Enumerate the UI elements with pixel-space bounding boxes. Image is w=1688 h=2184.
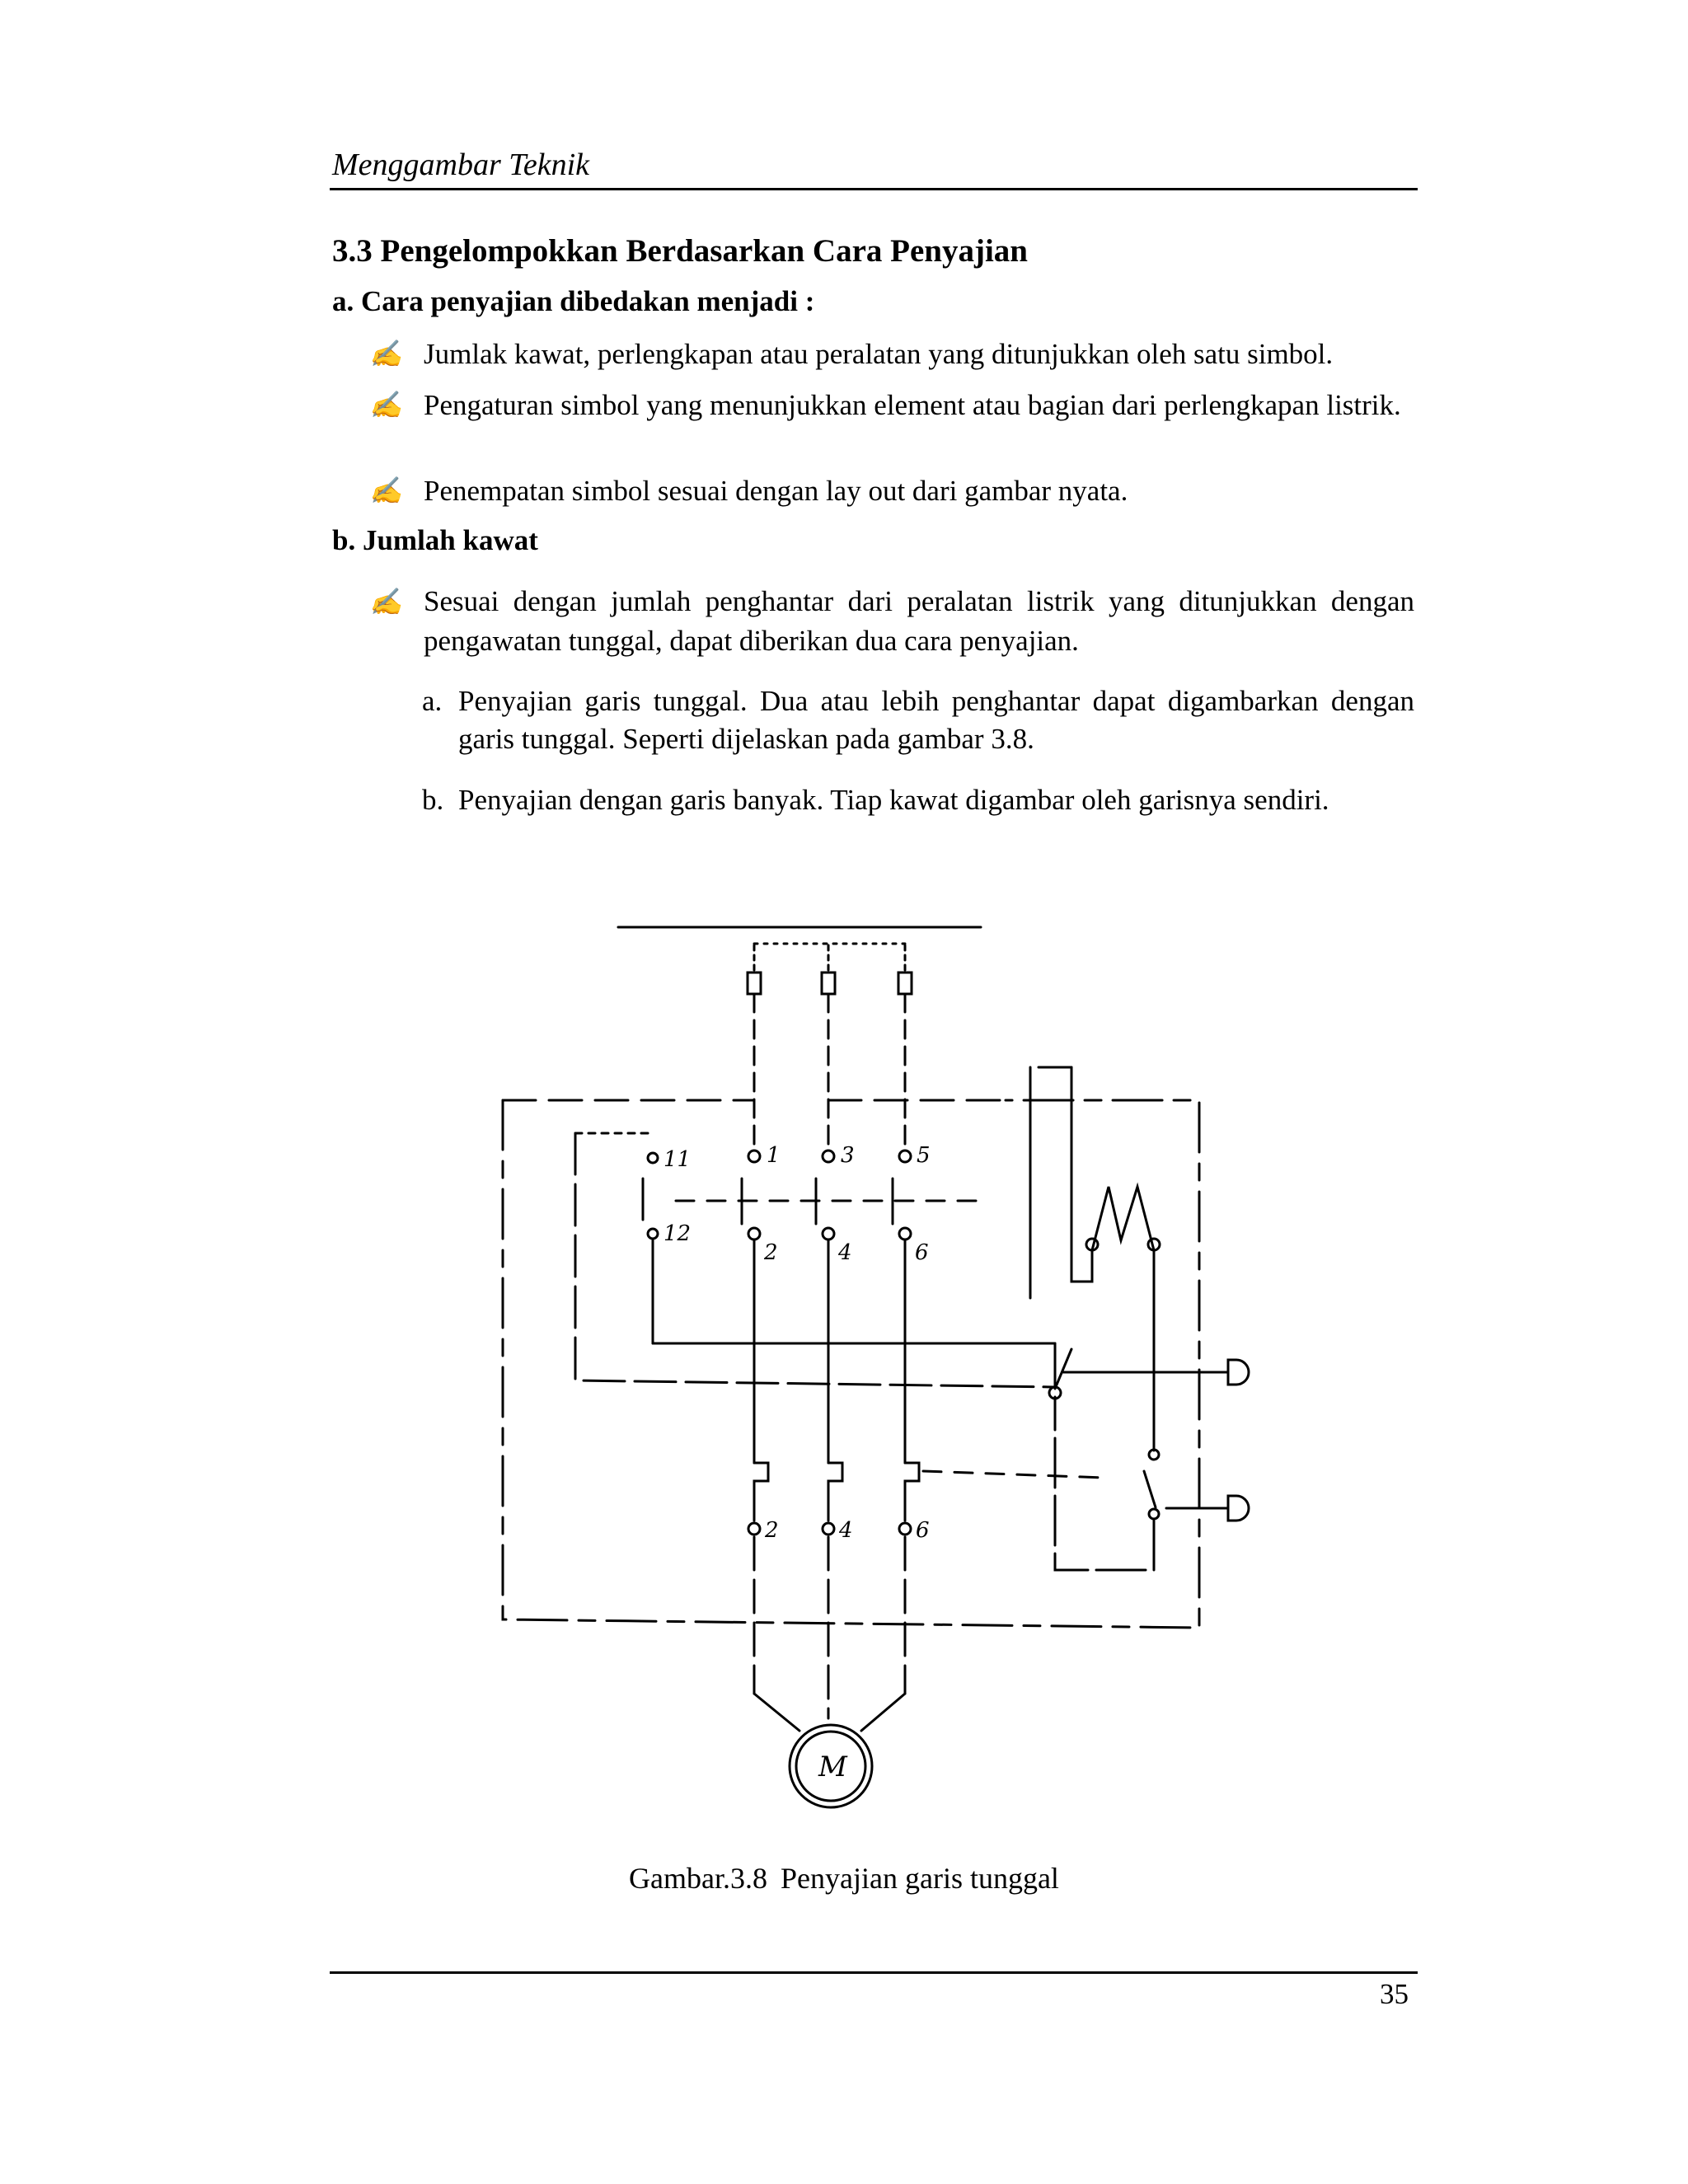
sub-list-label: a. xyxy=(422,685,443,717)
start-push-button xyxy=(1049,1343,1249,1399)
bullet-item xyxy=(369,473,1414,509)
terminal-label: 6 xyxy=(916,1518,930,1543)
bullet-text: Pengaturan simbol yang menunjukkan element atau bagian dari perlengkapan listrik. xyxy=(424,389,1401,421)
motor-label: M xyxy=(818,1750,847,1783)
header-rule xyxy=(330,188,1418,190)
footer-rule xyxy=(330,1971,1418,1974)
terminal-label: 4 xyxy=(838,1240,852,1265)
bullet-item xyxy=(369,387,1414,423)
terminal-label: 6 xyxy=(915,1240,929,1265)
sub-list-item xyxy=(422,781,1414,819)
sub-list-text: Penyajian dengan garis banyak. Tiap kawat digambar oleh garisnya sendiri. xyxy=(458,784,1329,816)
section-heading: 3.3 Pengelompokkan Berdasarkan Cara Penyajian xyxy=(332,233,1028,269)
pen-writing-icon: ✍ xyxy=(369,339,402,368)
terminal-label: 2 xyxy=(765,1518,779,1543)
pen-writing-icon: ✍ xyxy=(369,390,402,419)
pen-writing-icon: ✍ xyxy=(369,476,402,505)
caption-text: Penyajian garis tunggal xyxy=(781,1862,1059,1895)
sub-list-text: Penyajian garis tunggal. Dua atau lebih penghantar dapat digambarkan dengan garis tunggal. Seperti dijelaskan pada gambar 3.8. xyxy=(458,685,1414,755)
stop-push-button xyxy=(1055,1397,1249,1570)
sub-list-item xyxy=(422,682,1414,758)
figure-caption xyxy=(0,1861,1688,1896)
bullet-text: Penempatan simbol sesuai dengan lay out dari gambar nyata. xyxy=(424,475,1128,507)
subheading-b: b. Jumlah kawat xyxy=(332,524,538,556)
pen-writing-icon: ✍ xyxy=(369,587,402,616)
bullet-text: Jumlak kawat, perlengkapan atau peralatan yang ditunjukkan oleh satu simbol. xyxy=(424,338,1334,370)
terminal-label: 1 xyxy=(767,1143,781,1168)
bullet-item xyxy=(369,336,1414,372)
terminal-label: 2 xyxy=(764,1240,778,1265)
bullet-text: Sesuai dengan jumlah penghantar dari peralatan listrik yang ditunjukkan dengan pengawatan tunggal, dapat diberikan dua cara penyajian. xyxy=(424,585,1414,657)
running-header: Menggambar Teknik xyxy=(332,148,590,182)
terminal-label: 5 xyxy=(917,1143,931,1168)
subheading-a: a. Cara penyajian dibedakan menjadi : xyxy=(332,285,815,317)
fuse-symbols xyxy=(748,944,912,994)
caption-label: Gambar.3.8 xyxy=(629,1862,768,1895)
terminal-label: 3 xyxy=(841,1143,855,1168)
aux-contact-label: 11 xyxy=(663,1147,692,1172)
bullet-item xyxy=(369,582,1414,661)
circuit-diagram-figure xyxy=(478,894,1352,1850)
sub-list-label: b. xyxy=(422,784,444,816)
aux-contact-label: 12 xyxy=(663,1221,692,1246)
page-number: 35 xyxy=(1380,1978,1409,2010)
terminal-label: 4 xyxy=(839,1518,853,1543)
